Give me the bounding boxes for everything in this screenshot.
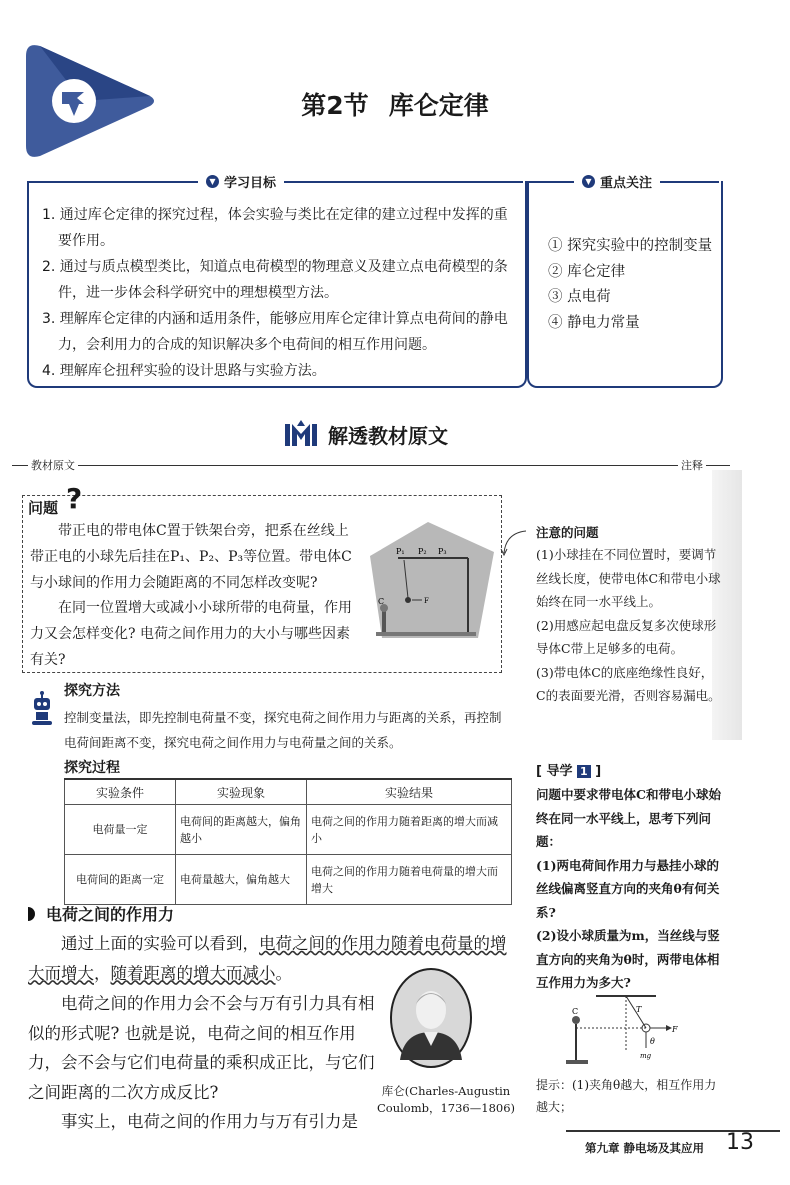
table-cell: 电荷间的距离越大，偏角越小 <box>176 805 307 855</box>
section-marker-icon <box>28 907 36 921</box>
process-table <box>64 778 512 905</box>
process-title: 探究过程 <box>64 760 120 776</box>
fig-label: C <box>378 597 385 606</box>
force-paragraph-2 <box>28 989 382 1137</box>
question-text <box>30 519 360 674</box>
objectives-header: ▼ 学习目标 <box>198 172 284 191</box>
guide-question: (2)设小球质量为m，当丝线与竖直方向的夹角为θ时，两带电体相互作用力为多大? <box>536 928 720 990</box>
focus-list <box>548 234 712 336</box>
objectives-list <box>42 202 512 384</box>
text-run: 通过上面的实验可以看到， <box>61 934 259 953</box>
textbook-label: 教材原文 <box>28 457 78 473</box>
question-label: 问题 <box>28 499 59 517</box>
guide-label: [ 导学 1 ] <box>536 764 602 779</box>
fig-label: P₁ <box>396 547 405 556</box>
portrait-caption <box>372 1083 520 1117</box>
note-item: (1)小球挂在不同位置时，要调节丝线长度，使带电体C和带电小球始终在同一水平线上。 <box>536 547 721 609</box>
table-header-row <box>65 779 512 805</box>
objective-item: 4. 理解库仑扭秤实验的设计思路与实验方法。 <box>42 363 326 379</box>
table-row <box>65 805 512 855</box>
method-text: 控制变量法，即先控制电荷量不变，探究电荷之间作用力与距离的关系，再控制电荷间距离不变，探究电荷之间作用力与电荷量之间的关系。 <box>64 710 502 750</box>
arrow-icon <box>498 527 528 557</box>
underlined-text: 电荷之间的作用力随着电荷量的增大而增大 <box>28 934 507 983</box>
text-run: ， <box>94 963 111 983</box>
fig-label: T <box>636 1005 642 1014</box>
text-run: 。 <box>275 963 292 983</box>
focus-item: ① 探究实验中的控制变量 <box>548 238 713 254</box>
table-header: 实验结果 <box>307 779 512 805</box>
guide-label-text: 导学 <box>546 764 573 779</box>
section-rule <box>12 465 730 466</box>
table-cell: 电荷量越大，偏角越大 <box>176 855 307 905</box>
fig-label: F <box>424 597 429 605</box>
notes-label: 注释 <box>678 457 706 473</box>
table-cell: 电荷量一定 <box>65 805 176 855</box>
experiment-figure <box>368 520 496 646</box>
table-header: 实验条件 <box>65 779 176 805</box>
guide-question: (1)两电荷间作用力与悬挂小球的丝线偏离竖直方向的夹角θ有何关系? <box>536 857 720 920</box>
section-title: 解透教材原文 <box>328 424 448 448</box>
page-number: 13 <box>726 1130 754 1155</box>
coulomb-portrait <box>390 968 472 1068</box>
underlined-text: 随着距离的增大而减小 <box>110 963 276 983</box>
chevron-down-icon: ▼ <box>582 175 595 188</box>
question-paragraph: 带正电的带电体C置于铁架台旁，把系在丝线上带正电的小球先后挂在P₁、P₂、P₃等位置。带电体C与小球间的作用力会随距离的不同怎样改变呢? <box>30 523 352 591</box>
notes-list <box>536 543 722 708</box>
question-mark-icon: ? <box>66 482 83 515</box>
fig-label: F <box>672 1025 678 1034</box>
book-icon <box>284 418 318 448</box>
guide-text <box>536 783 724 995</box>
force-title: 电荷之间的作用力 <box>46 905 175 924</box>
chapter-label: 第九章 静电场及其应用 <box>585 1141 705 1155</box>
objective-item: 1. 通过库仑定律的探究过程，体会实验与类比在定律的建立过程中发挥的重要作用。 <box>42 207 508 249</box>
paragraph: 电荷之间的作用力会不会与万有引力具有相似的形式呢? 也就是说，电荷之间的相互作用力，会不会与它们电荷量的乘积成正比，与它们之间距离的二次方成反比? <box>28 994 375 1102</box>
focus-item: ④ 静电力常量 <box>548 314 640 331</box>
fig-label: P₂ <box>418 547 427 556</box>
note-item: (3)带电体C的底座绝缘性良好，C的表面要光滑，否则容易漏电。 <box>536 664 721 703</box>
caption-line: Coulomb，1736—1806) <box>376 1101 516 1115</box>
fig-label: P₃ <box>438 547 447 556</box>
question-paragraph: 在同一位置增大或减小小球所带的电荷量，作用力又会怎样变化? 电荷之间作用力的大小与哪些因素有关? <box>30 600 352 668</box>
guide-paragraph: 问题中要求带电体C和带电小球始终在同一水平线上，思考下列问题： <box>536 787 721 849</box>
method-title: 探究方法 <box>64 683 120 699</box>
focus-header: ▼ 重点关注 <box>574 172 660 191</box>
guide-number: 1 <box>577 765 591 778</box>
focus-item: ③ 点电荷 <box>548 289 611 305</box>
chevron-down-icon: ▼ <box>206 175 219 188</box>
table-cell: 电荷之间的作用力随着距离的增大而减小 <box>307 805 512 855</box>
robot-icon <box>28 690 56 726</box>
table-row <box>65 855 512 905</box>
paragraph: 事实上，电荷之间的作用力与万有引力是 <box>61 1112 358 1131</box>
caption-line: 库仑(Charles-Augustin <box>381 1084 511 1098</box>
force-diagram <box>546 990 696 1070</box>
notes-title: 注意的问题 <box>536 525 599 540</box>
page-title: 第2节 库仑定律 <box>301 91 489 120</box>
focus-item: ② 库仑定律 <box>548 263 626 280</box>
note-item: (2)用感应起电盘反复多次使球形导体C带上足够多的电荷。 <box>536 617 717 656</box>
objective-item: 2. 通过与质点模型类比，知道点电荷模型的物理意义及建立点电荷模型的条件，进一步体会科学研究中的理想模型方法。 <box>42 259 508 301</box>
table-cell: 电荷间的距离一定 <box>65 855 176 905</box>
fig-label: C <box>572 1007 579 1016</box>
table-cell: 电荷之间的作用力随着电荷量的增大而增大 <box>307 855 512 905</box>
objective-item: 3. 理解库仑定律的内涵和适用条件，能够应用库仑定律计算点电荷间的静电力，会利用力的合成的知识解决多个电荷间的相互作用问题。 <box>42 311 508 353</box>
table-header: 实验现象 <box>176 779 307 805</box>
guide-tip: 提示：(1)夹角θ越大，相互作用力越大； <box>536 1078 717 1114</box>
fig-label: mg <box>640 1052 652 1060</box>
fig-label: θ <box>650 1037 655 1046</box>
